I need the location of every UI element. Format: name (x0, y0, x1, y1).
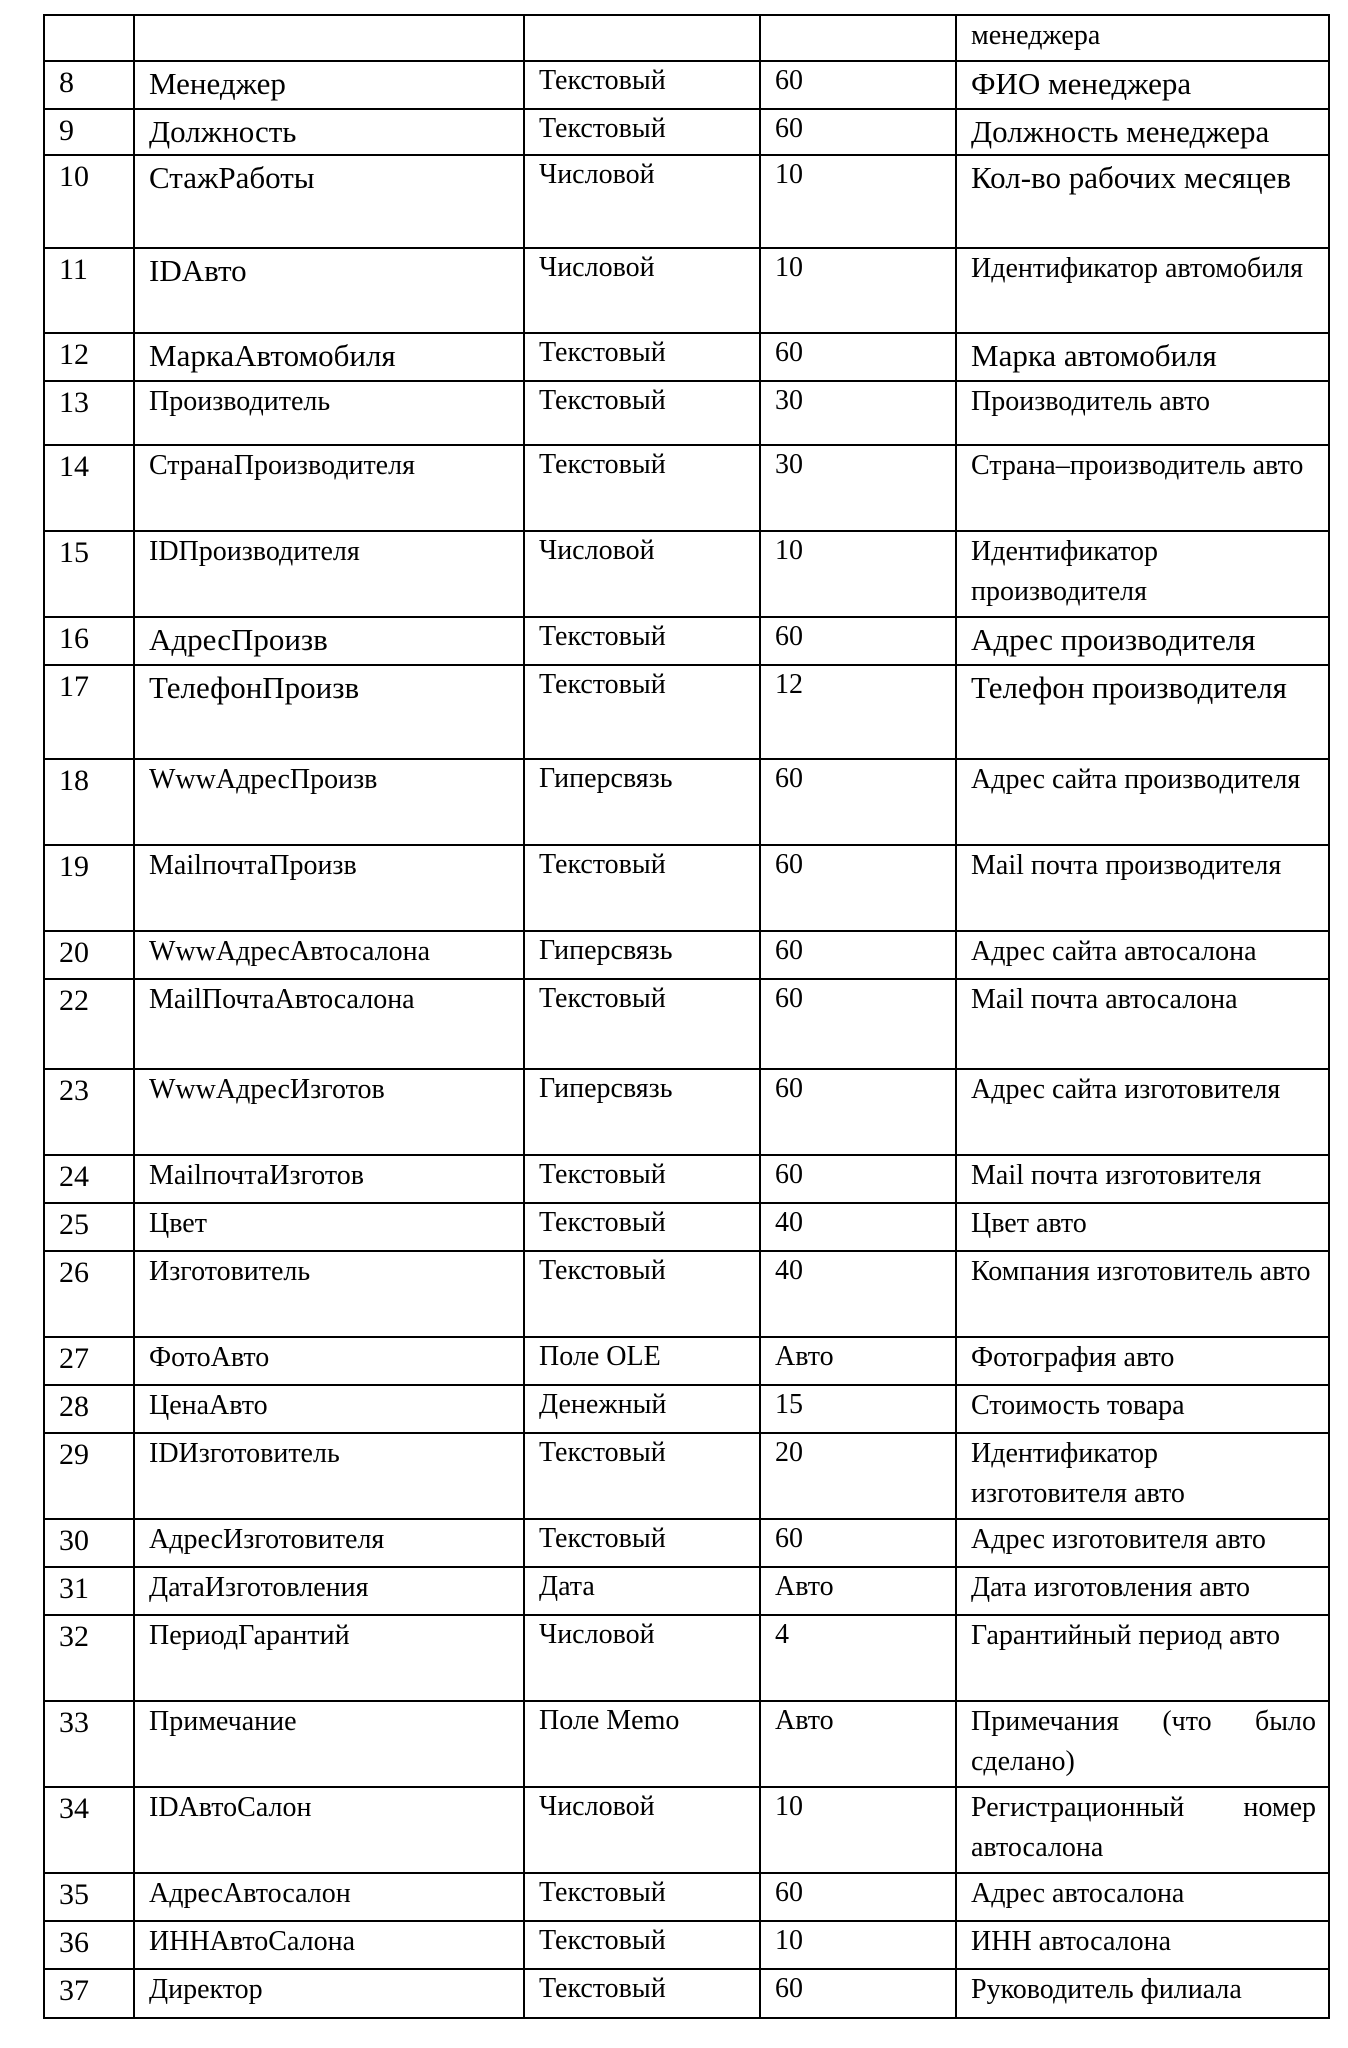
field-type (524, 15, 760, 61)
field-size: 40 (760, 1251, 956, 1337)
field-name: ИННАвтоСалона (134, 1921, 524, 1969)
field-size: 12 (760, 665, 956, 759)
field-size: 60 (760, 1519, 956, 1567)
field-name (134, 15, 524, 61)
field-description: Стоимость товара (956, 1385, 1329, 1433)
field-description: Идентификатор производителя (956, 531, 1329, 617)
field-type: Поле OLE (524, 1337, 760, 1385)
field-name: MailпочтаИзготов (134, 1155, 524, 1203)
field-size: 60 (760, 109, 956, 155)
field-description: менеджера (956, 15, 1329, 61)
field-type: Текстовый (524, 1433, 760, 1519)
table-row (44, 1155, 1329, 1203)
row-number: 8 (44, 61, 134, 109)
row-number: 35 (44, 1873, 134, 1921)
table-row (44, 333, 1329, 381)
field-name: Менеджер (134, 61, 524, 109)
field-name: СтажРаботы (134, 155, 524, 248)
field-name: Примечание (134, 1701, 524, 1787)
table-row (44, 1873, 1329, 1921)
row-number: 12 (44, 333, 134, 381)
field-type: Числовой (524, 531, 760, 617)
field-description: Адрес сайта изготовителя (956, 1069, 1329, 1155)
field-type: Текстовый (524, 381, 760, 445)
row-number: 37 (44, 1969, 134, 2018)
field-size: 10 (760, 1787, 956, 1873)
field-description: Дата изготовления авто (956, 1567, 1329, 1615)
field-size: Авто (760, 1567, 956, 1615)
field-description: Марка автомобиля (956, 333, 1329, 381)
field-name: ЦенаАвто (134, 1385, 524, 1433)
field-description: Производитель авто (956, 381, 1329, 445)
field-description: Страна–производитель авто (956, 445, 1329, 531)
field-name: MailпочтаПроизв (134, 845, 524, 931)
field-name: IDАвто (134, 248, 524, 333)
row-number: 27 (44, 1337, 134, 1385)
field-size: 40 (760, 1203, 956, 1251)
row-number: 31 (44, 1567, 134, 1615)
table-row (44, 61, 1329, 109)
field-size: 60 (760, 333, 956, 381)
field-type: Текстовый (524, 61, 760, 109)
field-type: Текстовый (524, 333, 760, 381)
field-size: Авто (760, 1337, 956, 1385)
field-description: Mail почта производителя (956, 845, 1329, 931)
field-description: Примечания (что было сделано) (956, 1701, 1329, 1787)
field-size: 60 (760, 61, 956, 109)
field-description: Адрес сайта производителя (956, 759, 1329, 845)
field-type: Числовой (524, 155, 760, 248)
field-type: Текстовый (524, 665, 760, 759)
table-row (44, 931, 1329, 979)
row-number: 29 (44, 1433, 134, 1519)
field-name: АдресАвтосалон (134, 1873, 524, 1921)
table-row (44, 1337, 1329, 1385)
field-name: Цвет (134, 1203, 524, 1251)
field-description: ИНН автосалона (956, 1921, 1329, 1969)
field-description: Фотография авто (956, 1337, 1329, 1385)
fields-table (43, 14, 1330, 2019)
field-name: IDИзготовитель (134, 1433, 524, 1519)
field-size: 10 (760, 155, 956, 248)
table-row (44, 1969, 1329, 2018)
field-description: Должность менеджера (956, 109, 1329, 155)
field-type: Текстовый (524, 1873, 760, 1921)
field-description: Адрес производителя (956, 617, 1329, 665)
field-size: 60 (760, 759, 956, 845)
table-row (44, 1203, 1329, 1251)
row-number: 19 (44, 845, 134, 931)
field-description: Регистрационный номер автосалона (956, 1787, 1329, 1873)
row-number: 28 (44, 1385, 134, 1433)
field-description: Телефон производителя (956, 665, 1329, 759)
field-name: Должность (134, 109, 524, 155)
field-size (760, 15, 956, 61)
field-type: Дата (524, 1567, 760, 1615)
table-row (44, 445, 1329, 531)
table-row (44, 1787, 1329, 1873)
row-number: 15 (44, 531, 134, 617)
field-name: ДатаИзготовления (134, 1567, 524, 1615)
field-name: IDАвтоСалон (134, 1787, 524, 1873)
field-size: 60 (760, 617, 956, 665)
table-row (44, 1251, 1329, 1337)
field-description: Адрес сайта автосалона (956, 931, 1329, 979)
field-name: Директор (134, 1969, 524, 2018)
field-type: Гиперсвязь (524, 931, 760, 979)
field-size: 60 (760, 931, 956, 979)
table-row (44, 109, 1329, 155)
row-number (44, 15, 134, 61)
field-type: Текстовый (524, 617, 760, 665)
field-description: Идентификатор изготовителя авто (956, 1433, 1329, 1519)
table-row (44, 155, 1329, 248)
field-type: Числовой (524, 1615, 760, 1701)
field-type: Текстовый (524, 445, 760, 531)
field-description: Адрес изготовителя авто (956, 1519, 1329, 1567)
field-name: МаркаАвтомобиля (134, 333, 524, 381)
field-description: Гарантийный период авто (956, 1615, 1329, 1701)
field-type: Текстовый (524, 109, 760, 155)
row-number: 10 (44, 155, 134, 248)
field-name: СтранаПроизводителя (134, 445, 524, 531)
row-number: 32 (44, 1615, 134, 1701)
field-description: Mail почта изготовителя (956, 1155, 1329, 1203)
field-name: ПериодГарантий (134, 1615, 524, 1701)
row-number: 18 (44, 759, 134, 845)
field-type: Текстовый (524, 1969, 760, 2018)
table-row (44, 1385, 1329, 1433)
field-type: Гиперсвязь (524, 1069, 760, 1155)
field-size: 20 (760, 1433, 956, 1519)
field-name: Производитель (134, 381, 524, 445)
row-number: 11 (44, 248, 134, 333)
field-name: АдресПроизв (134, 617, 524, 665)
table-row (44, 1921, 1329, 1969)
row-number: 36 (44, 1921, 134, 1969)
field-size: 4 (760, 1615, 956, 1701)
field-name: Изготовитель (134, 1251, 524, 1337)
table-row (44, 1433, 1329, 1519)
field-name: WwwАдресАвтосалона (134, 931, 524, 979)
table-row (44, 1519, 1329, 1567)
field-description: Идентификатор автомобиля (956, 248, 1329, 333)
field-name: IDПроизводителя (134, 531, 524, 617)
field-size: 10 (760, 248, 956, 333)
field-size: Авто (760, 1701, 956, 1787)
field-size: 60 (760, 845, 956, 931)
table-row (44, 1069, 1329, 1155)
table-row (44, 617, 1329, 665)
field-description: ФИО менеджера (956, 61, 1329, 109)
row-number: 14 (44, 445, 134, 531)
row-number: 17 (44, 665, 134, 759)
row-number: 30 (44, 1519, 134, 1567)
field-type: Денежный (524, 1385, 760, 1433)
field-name: ТелефонПроизв (134, 665, 524, 759)
field-description: Mail почта автосалона (956, 979, 1329, 1069)
row-number: 16 (44, 617, 134, 665)
field-type: Текстовый (524, 1203, 760, 1251)
field-size: 30 (760, 381, 956, 445)
field-type: Текстовый (524, 1251, 760, 1337)
field-name: WwwАдресПроизв (134, 759, 524, 845)
field-type: Текстовый (524, 1921, 760, 1969)
field-size: 10 (760, 531, 956, 617)
row-number: 33 (44, 1701, 134, 1787)
row-number: 26 (44, 1251, 134, 1337)
table-row (44, 759, 1329, 845)
row-number: 25 (44, 1203, 134, 1251)
field-size: 60 (760, 979, 956, 1069)
row-number: 24 (44, 1155, 134, 1203)
field-name: MailПочтаАвтосалона (134, 979, 524, 1069)
field-name: WwwАдресИзготов (134, 1069, 524, 1155)
field-description: Руководитель филиала (956, 1969, 1329, 2018)
field-type: Гиперсвязь (524, 759, 760, 845)
field-size: 60 (760, 1969, 956, 2018)
table-row (44, 381, 1329, 445)
field-description: Компания изготовитель авто (956, 1251, 1329, 1337)
field-type: Числовой (524, 1787, 760, 1873)
field-size: 60 (760, 1155, 956, 1203)
field-size: 15 (760, 1385, 956, 1433)
field-name: ФотоАвто (134, 1337, 524, 1385)
field-type: Числовой (524, 248, 760, 333)
field-size: 60 (760, 1873, 956, 1921)
field-description: Кол-во рабочих месяцев (956, 155, 1329, 248)
field-type: Текстовый (524, 1155, 760, 1203)
table-row (44, 15, 1329, 61)
table-row (44, 1701, 1329, 1787)
field-description: Цвет авто (956, 1203, 1329, 1251)
field-name: АдресИзготовителя (134, 1519, 524, 1567)
row-number: 22 (44, 979, 134, 1069)
field-type: Текстовый (524, 1519, 760, 1567)
table-row (44, 1567, 1329, 1615)
field-size: 10 (760, 1921, 956, 1969)
row-number: 34 (44, 1787, 134, 1873)
field-type: Текстовый (524, 979, 760, 1069)
table-row (44, 248, 1329, 333)
row-number: 20 (44, 931, 134, 979)
table-row (44, 665, 1329, 759)
field-type: Текстовый (524, 845, 760, 931)
table-row (44, 979, 1329, 1069)
table-row (44, 531, 1329, 617)
field-size: 60 (760, 1069, 956, 1155)
table-row (44, 845, 1329, 931)
row-number: 23 (44, 1069, 134, 1155)
row-number: 9 (44, 109, 134, 155)
row-number: 13 (44, 381, 134, 445)
field-type: Поле Memo (524, 1701, 760, 1787)
field-description: Адрес автосалона (956, 1873, 1329, 1921)
table-row (44, 1615, 1329, 1701)
field-size: 30 (760, 445, 956, 531)
